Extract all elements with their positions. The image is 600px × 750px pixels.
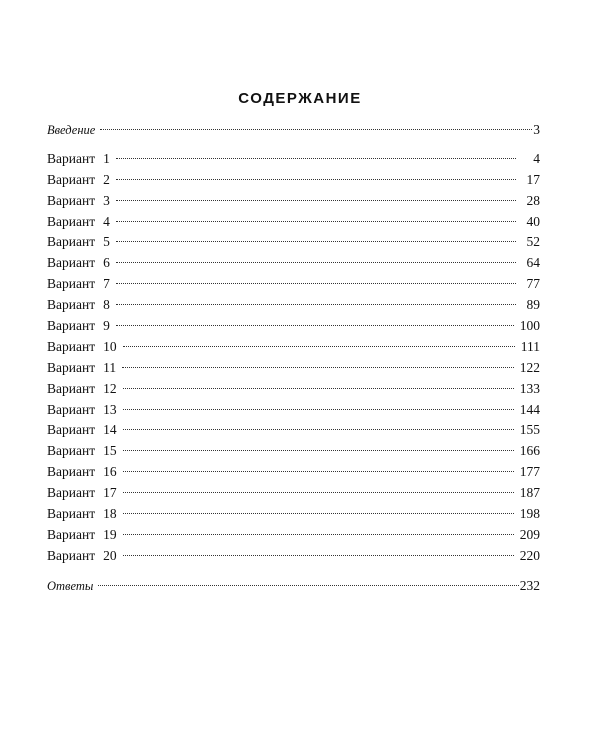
toc-entry-variant[interactable] bbox=[47, 381, 540, 402]
toc-entry-variant[interactable] bbox=[47, 527, 540, 548]
variant-number: 18 bbox=[103, 506, 117, 522]
dot-leader bbox=[123, 471, 514, 472]
toc-entry-label bbox=[47, 234, 110, 250]
toc-entry-page: 52 bbox=[526, 234, 540, 250]
toc-entry-page: 177 bbox=[519, 464, 540, 480]
dot-leader bbox=[116, 262, 516, 263]
spacer bbox=[47, 143, 540, 151]
variant-word: Вариант bbox=[47, 526, 96, 542]
toc-entry-variant[interactable] bbox=[47, 548, 540, 569]
variant-number: 11 bbox=[103, 359, 117, 375]
dot-leader bbox=[116, 158, 516, 159]
toc-entry-variant[interactable] bbox=[47, 214, 540, 235]
variant-word: Вариант bbox=[47, 506, 96, 522]
toc-entry-page: 209 bbox=[519, 526, 540, 542]
dot-leader bbox=[123, 388, 514, 389]
toc-entry-variant[interactable] bbox=[47, 151, 540, 172]
variant-word: Вариант bbox=[47, 150, 96, 166]
toc-entry-page: 100 bbox=[519, 318, 540, 334]
dot-leader bbox=[116, 283, 516, 284]
toc-entry-label bbox=[47, 422, 117, 438]
toc-entry-label bbox=[47, 339, 117, 355]
variant-word: Вариант bbox=[47, 464, 96, 480]
toc-entry-page: 40 bbox=[526, 213, 540, 229]
variant-word: Вариант bbox=[47, 213, 96, 229]
dot-leader bbox=[123, 513, 514, 514]
variant-number: 3 bbox=[103, 192, 110, 208]
dot-leader bbox=[98, 585, 518, 586]
toc-entry-label bbox=[47, 297, 110, 313]
toc-entry-variant[interactable] bbox=[47, 276, 540, 297]
toc-entry-variant[interactable] bbox=[47, 297, 540, 318]
variant-number: 14 bbox=[103, 422, 117, 438]
toc-entry-page: 122 bbox=[519, 359, 540, 375]
variant-word: Вариант bbox=[47, 443, 96, 459]
toc-entry-page: 77 bbox=[526, 276, 540, 292]
dot-leader bbox=[123, 492, 514, 493]
toc-entry-label bbox=[47, 527, 117, 543]
variant-number: 5 bbox=[103, 234, 110, 250]
toc-entry-page: 166 bbox=[519, 443, 540, 459]
toc-entry-label bbox=[47, 318, 110, 334]
dot-leader bbox=[123, 429, 514, 430]
toc-entry-label bbox=[47, 193, 110, 209]
variant-list bbox=[47, 151, 540, 569]
toc-entry-page: 133 bbox=[519, 380, 540, 396]
toc-entry-page: 64 bbox=[526, 255, 540, 271]
variant-number: 12 bbox=[103, 380, 117, 396]
toc-entry-label bbox=[47, 276, 110, 292]
variant-number: 7 bbox=[103, 276, 110, 292]
toc-entry-page: 198 bbox=[519, 506, 540, 522]
toc-entry-intro[interactable] bbox=[47, 122, 540, 143]
dot-leader bbox=[122, 367, 514, 368]
toc-entry-label bbox=[47, 151, 110, 167]
dot-leader bbox=[116, 179, 516, 180]
variant-word: Вариант bbox=[47, 422, 96, 438]
variant-word: Вариант bbox=[47, 276, 96, 292]
dot-leader bbox=[116, 221, 516, 222]
variant-word: Вариант bbox=[47, 338, 96, 354]
toc-entry-label bbox=[47, 214, 110, 230]
toc-entry-variant[interactable] bbox=[47, 506, 540, 527]
dot-leader bbox=[123, 450, 514, 451]
toc-entry-page: 144 bbox=[519, 401, 540, 417]
variant-number: 10 bbox=[103, 338, 117, 354]
toc-entry-variant[interactable] bbox=[47, 485, 540, 506]
toc-entry-label bbox=[47, 485, 117, 501]
variant-number: 19 bbox=[103, 526, 117, 542]
toc-entry-page: 155 bbox=[519, 422, 540, 438]
toc-entry-label bbox=[47, 464, 117, 480]
variant-number: 13 bbox=[103, 401, 117, 417]
toc-entry-page: 4 bbox=[533, 150, 540, 166]
toc-entry-label bbox=[47, 506, 117, 522]
variant-number: 9 bbox=[103, 318, 110, 334]
toc-entry-variant[interactable] bbox=[47, 443, 540, 464]
variant-word: Вариант bbox=[47, 547, 96, 563]
toc-entry-label bbox=[47, 172, 110, 188]
toc-entry-page: 17 bbox=[526, 171, 540, 187]
toc-entry-label bbox=[47, 548, 117, 564]
dot-leader bbox=[116, 325, 514, 326]
toc-entry-variant[interactable] bbox=[47, 172, 540, 193]
dot-leader bbox=[123, 409, 514, 410]
variant-word: Вариант bbox=[47, 380, 96, 396]
variant-word: Вариант bbox=[47, 171, 96, 187]
toc-entry-page: 28 bbox=[526, 192, 540, 208]
variant-word: Вариант bbox=[47, 485, 96, 501]
variant-word: Вариант bbox=[47, 318, 96, 334]
toc-entry-label bbox=[47, 360, 116, 376]
toc-entry-label: Ответы bbox=[47, 578, 94, 593]
spacer bbox=[47, 569, 540, 578]
variant-word: Вариант bbox=[47, 192, 96, 208]
toc-entry-page: 111 bbox=[520, 338, 540, 354]
toc-entry-page: 187 bbox=[519, 485, 540, 501]
variant-number: 6 bbox=[103, 255, 110, 271]
toc-entry-variant[interactable] bbox=[47, 255, 540, 276]
toc-entry-page: 3 bbox=[533, 122, 540, 137]
variant-word: Вариант bbox=[47, 255, 96, 271]
toc-entry-page: 232 bbox=[519, 577, 540, 593]
toc-entry-label bbox=[47, 443, 117, 459]
variant-number: 8 bbox=[103, 297, 110, 313]
toc-entry-variant[interactable] bbox=[47, 464, 540, 485]
variant-number: 15 bbox=[103, 443, 117, 459]
variant-number: 17 bbox=[103, 485, 117, 501]
variant-number: 2 bbox=[103, 171, 110, 187]
toc-entry-variant[interactable] bbox=[47, 339, 540, 360]
toc-entry-page: 220 bbox=[519, 547, 540, 563]
toc-entry-variant[interactable] bbox=[47, 422, 540, 443]
page-title: СОДЕРЖАНИЕ bbox=[238, 90, 362, 107]
toc-entry-variant[interactable] bbox=[47, 193, 540, 214]
toc-entry-page: 89 bbox=[526, 297, 540, 313]
variant-word: Вариант bbox=[47, 234, 96, 250]
toc-entry-variant[interactable] bbox=[47, 360, 540, 381]
toc-entry-label bbox=[47, 255, 110, 271]
toc-entry-answers[interactable] bbox=[47, 578, 540, 599]
variant-word: Вариант bbox=[47, 297, 96, 313]
dot-leader bbox=[123, 346, 515, 347]
toc-entry-label: Введение bbox=[47, 123, 96, 137]
toc-entry-variant[interactable] bbox=[47, 318, 540, 339]
table-of-contents bbox=[47, 122, 540, 599]
dot-leader bbox=[116, 241, 516, 242]
toc-entry-variant[interactable] bbox=[47, 234, 540, 255]
toc-entry-label bbox=[47, 381, 117, 397]
dot-leader bbox=[123, 555, 514, 556]
variant-word: Вариант bbox=[47, 401, 96, 417]
toc-entry-variant[interactable] bbox=[47, 402, 540, 423]
dot-leader bbox=[116, 200, 516, 201]
dot-leader bbox=[100, 129, 532, 130]
dot-leader bbox=[116, 304, 516, 305]
variant-number: 1 bbox=[103, 150, 110, 166]
dot-leader bbox=[123, 534, 514, 535]
variant-number: 20 bbox=[103, 547, 117, 563]
variant-word: Вариант bbox=[47, 359, 96, 375]
toc-entry-label bbox=[47, 402, 117, 418]
variant-number: 16 bbox=[103, 464, 117, 480]
variant-number: 4 bbox=[103, 213, 110, 229]
